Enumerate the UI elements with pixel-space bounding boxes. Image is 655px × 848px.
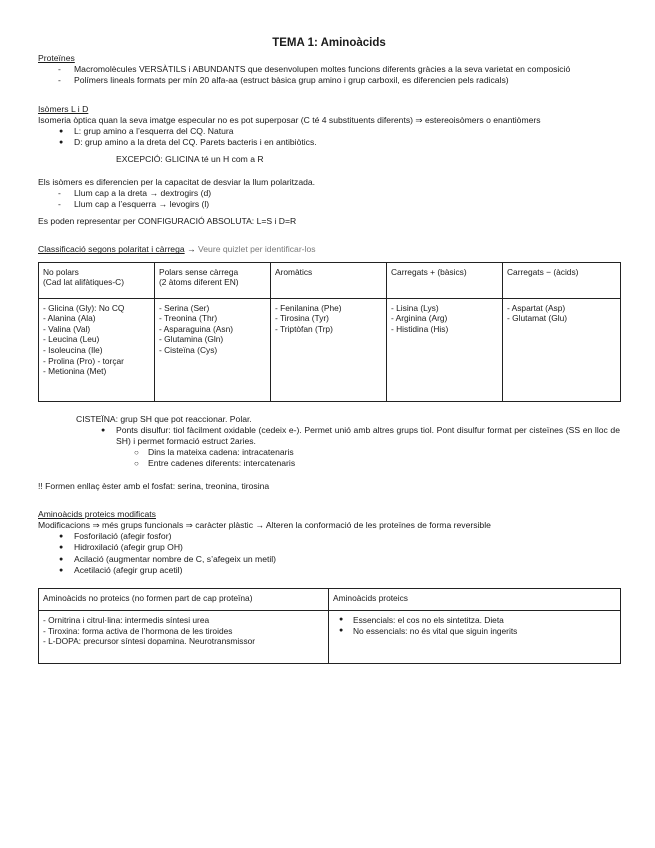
polar-list <box>38 188 620 210</box>
list-item: ○ Entre cadenes diferents: intercatenaris <box>38 458 620 469</box>
list-item: ● D: grup amino a la dreta del CQ. Parets bacteris i en antibiòtics. <box>38 137 620 148</box>
table-row <box>39 298 621 401</box>
list-item: - Llum cap a l’esquerra → levogirs (l) <box>38 199 620 210</box>
table-cell <box>329 611 621 664</box>
classification-table <box>38 262 621 402</box>
list-item: ● Essencials: el cos no els sintetitza. Dieta <box>333 615 616 626</box>
list-item: ● Ponts disulfur: tiol fàcilment oxidable (cedeix e-). Permet unió amb altres grups tiol. Pont disulfur format per cisteïnes (SS en lloc de SH) i permet formació estruct 2aries. <box>38 425 620 447</box>
list-item: ○ Dins la mateixa cadena: intracatenaris <box>38 447 620 458</box>
table-cell: - Serina (Ser) - Treonina (Thr) - Asparaguina (Asn) - Glutamina (Gln) - Cisteïna (Cys) <box>155 298 271 401</box>
section-heading-classification: Classificació segons polaritat i càrrega <box>38 244 185 255</box>
config-note: Es poden representar per CONFIGURACIÓ ABSOLUTA: L=S i D=R <box>38 216 297 227</box>
page-title: TEMA 1: Aminoàcids <box>272 37 386 49</box>
list-item: - Llum cap a la dreta → dextrogirs (d) <box>38 188 620 199</box>
classification-heading-line <box>38 244 620 255</box>
table-header-cell: Aminoàcids proteics <box>329 589 621 611</box>
table-header-cell: Aromàtics <box>271 262 387 298</box>
table-header-cell: Aminoàcids no proteics (no formen part de cap proteïna) <box>39 589 329 611</box>
table-cell: - Aspartat (Asp) - Glutamat (Glu) <box>503 298 621 401</box>
table-header-cell: Polars sense càrrega (2 àtoms diferent EN) <box>155 262 271 298</box>
phosphate-note: !! Formen enllaç èster amb el fosfat: serina, treonina, tirosina <box>38 480 270 491</box>
table-cell: - Glicina (Gly): No CQ - Alanina (Ala) - Valina (Val) - Leucina (Leu) - Isoleucina (Ile) - Prolina (Pro) - torçar - Metionina (Met) <box>39 298 155 401</box>
list-item: ● No essencials: no és vital que siguin ingerits <box>333 626 616 637</box>
cisteina-sublist <box>38 447 620 469</box>
table-row <box>39 611 621 664</box>
table-header-cell: No polars (Cad lat alifàtiques-C) <box>39 262 155 298</box>
list-item: - Macromolècules VERSÀTILS i ABUNDANTS que desenvolupen moltes funcions diferents gràcies a la seva varietat en composició <box>38 64 620 75</box>
table-cell: - Ornitrina i citrul·lina: intermedis síntesi urea - Tiroxina: forma activa de l’hormona de les tiroides - L-DOPA: precursor síntesi dopamina. Neurotransmissor <box>39 611 329 664</box>
section-heading-modified: Aminoàcids proteics modificats <box>38 508 156 519</box>
list-item: ● Hidroxilació (afegir grup OH) <box>38 542 620 553</box>
table-header-row <box>39 589 621 611</box>
list-item: ● L: grup amino a l’esquerra del CQ. Natura <box>38 126 620 137</box>
quizlet-note: Veure quizlet per identificar-los <box>198 244 316 255</box>
list-item: ● Acilació (augmentar nombre de C, s’afegeix un metil) <box>38 554 620 565</box>
section-heading-isomers: Isòmers L i D <box>38 103 89 114</box>
table-header-cell: Carregats + (bàsics) <box>387 262 503 298</box>
isomers-intro: Isomeria òptica quan la seva imatge especular no es pot superposar (C té 4 substituents diferents) ⇒ estereoisòmers o enantiòmers <box>38 114 541 125</box>
cisteina-intro: CISTEÏNA: grup SH que pot reaccionar. Polar. <box>76 413 252 424</box>
table-cell: - Fenilanina (Phe) - Tirosina (Tyr) - Triptòfan (Trp) <box>271 298 387 401</box>
cisteina-list <box>38 425 620 447</box>
aminoacids-table <box>38 588 621 664</box>
table-header-row <box>39 262 621 298</box>
isomers-list <box>38 126 620 148</box>
arrow-icon: → <box>184 244 199 255</box>
section-heading-proteines: Proteïnes <box>38 53 75 63</box>
list-item: ● Fosforilació (afegir fosfor) <box>38 531 620 542</box>
table-cell: - Lisina (Lys) - Arginina (Arg) - Histidina (His) <box>387 298 503 401</box>
exception-note: EXCEPCIÓ: GLICINA té un H com a R <box>116 154 264 165</box>
list-item: - Polímers lineals formats per mín 20 alfa-aa (estruct bàsica grup amino i grup carboxil, es diferencien pels radicals) <box>38 75 620 86</box>
table-header-cell: Carregats − (àcids) <box>503 262 621 298</box>
polar-intro: Els isòmers es diferencien per la capacitat de desviar la llum polaritzada. <box>38 176 316 187</box>
modified-list <box>38 531 620 576</box>
document-page <box>38 36 620 664</box>
list-item: ● Acetilació (afegir grup acetil) <box>38 565 620 576</box>
proteines-list <box>38 64 620 86</box>
modified-intro: Modificacions ⇒ més grups funcionals ⇒ caràcter plàstic → Alteren la conformació de les proteïnes de forma reversible <box>38 520 491 531</box>
